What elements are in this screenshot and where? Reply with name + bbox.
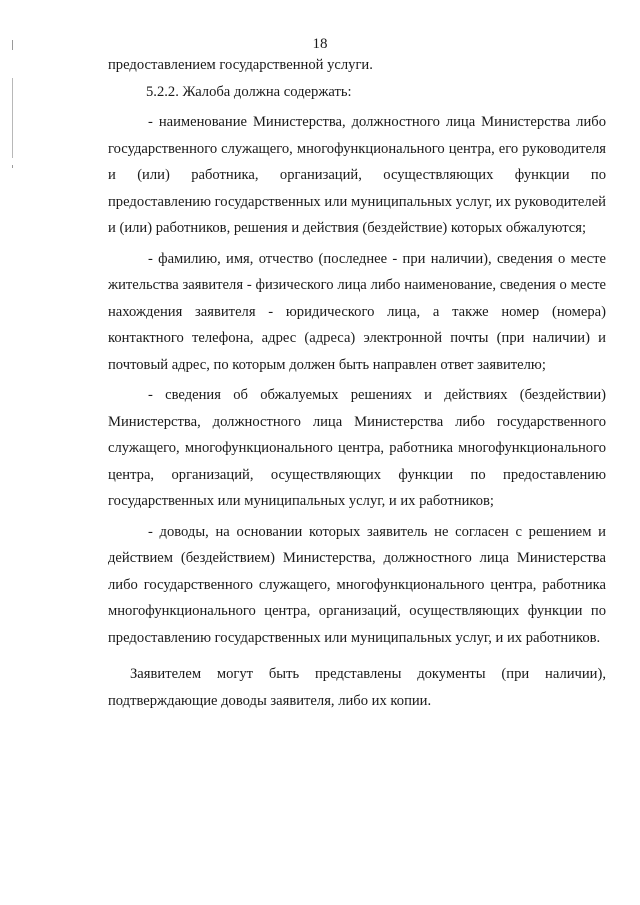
list-item: - фамилию, имя, отчество (последнее - при наличии), сведения о месте жительства заявителя - физического лица либо наименование, сведения о месте нахождения заявителя - юридического лица, а также номер (номера) контактного телефона, адрес (адреса) электронной почты (при наличии) и почтовый адрес, по которым должен быть направлен ответ заявителю; [108,250,606,373]
document-body [108,52,606,714]
list-item: - сведения об обжалуемых решениях и действиях (бездействии) Министерства, должностного лица Министерства либо государственного служащего, многофункционального центра, работника многофункционального центра, организаций, осуществляющих функции по предоставлению государственных или муниципальных услуг, и их работников; [108,387,606,509]
closing-paragraph: Заявителем могут быть представлены документы (при наличии), подтверждающие доводы заявителя, либо их копии. [108,666,606,709]
list-item: - доводы, на основании которых заявитель не согласен с решением и действием (бездействием) Министерства, должностного лица Министерства либо государственного служащего, многофункционального центра, работника многофункционального центра, организаций, осуществляющих функции по предоставлению государственных или муниципальных услуг, и их работников. [108,523,606,646]
scan-margin-mark [12,165,13,168]
page-number: 18 [312,36,328,52]
list-item: - наименование Министерства, должностного лица Министерства либо государственного служащего, многофункционального центра, его руководителя и (или) работника, организаций, осуществляющих функции по предоставлению государственных или муниципальных услуг, их руководителей и (или) работников, решения и действия (бездействие) которых обжалуются; [108,114,606,236]
paragraph-continuation: предоставлением государственной услуги. [108,57,373,73]
scan-margin-mark [12,78,13,158]
section-heading: 5.2.2. Жалоба должна содержать: [146,83,352,100]
